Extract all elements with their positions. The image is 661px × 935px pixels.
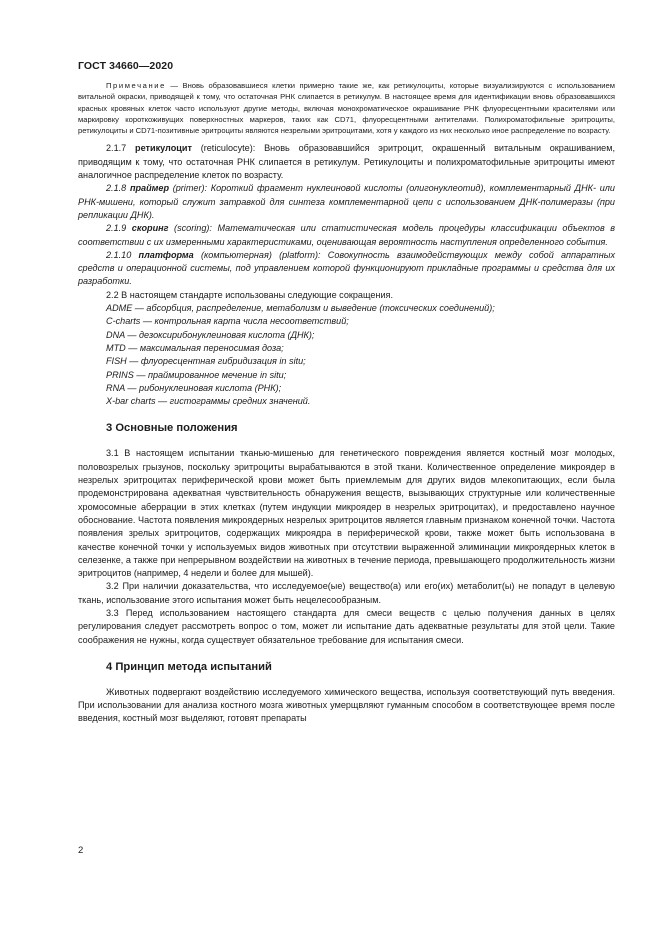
note-label: Примечание — [106, 81, 166, 90]
abbreviation-item: PRINS — праймированное мечение in situ; — [106, 369, 287, 380]
note-text: — Вновь образовавшиеся клетки примерно такие же, как ретикулоциты, которые визуализируются с использованием витальной окраски, приводящей к тому, что остаточная РНК слипается в ретикулум. В настоящее время для идентификации вновь образовавшихся красных кровяных клеток часто используют другие методы, включая монохроматическое окрашивание РНК флуоресцентными красителями или маркировку короткоживущих поверхностных маркеров, таких как CD71, флуоресцентными антителами. Полихроматофильные эритроциты, ретикулоциты и CD71-позитивные эритроциты являются незрелыми эритроцитами, хотя у каждого из них несколько иное распределение по возрасту. — [78, 81, 615, 136]
section-4-paragraph: Животных подвергают воздействию исследуемого химического вещества, используя соответствующий путь введения. При использовании для анализа костного мозга животных умерщвляют гуманным способом в соответствующее время после введения, костный мозг выделяют, готовят препараты — [78, 686, 615, 724]
note-paragraph — [78, 80, 615, 136]
definition-text: Математическая или статистическая модель процедуры классификации объектов в соответствии с их измеренными характеристиками, оценивающая вероятность наступления определенного события. — [78, 223, 615, 247]
definition-number: 2.1.9 — [106, 223, 127, 234]
definition-2-1-9 — [78, 222, 615, 249]
definition-number: 2.1.7 — [106, 143, 127, 154]
section-4-heading: 4 Принцип метода испытаний — [106, 660, 272, 673]
section-3-heading: 3 Основные положения — [106, 422, 238, 435]
definition-2-1-7 — [78, 142, 615, 182]
definition-number: 2.1.8 — [106, 183, 127, 194]
definition-term: ретикулоцит — [135, 143, 192, 154]
abbreviation-item: MTD — максимальная переносимая доза; — [106, 342, 284, 353]
definition-foreign-term: (scoring): — [168, 223, 212, 234]
abbreviation-item: ADME — абсорбция, распределение, метаболизм и выведение (токсических соединений); — [106, 303, 495, 314]
definition-term: праймер — [129, 183, 169, 194]
definition-text: Совокупность взаимодействующих между собой аппаратных средств и операционной системы, под управлением которой функционируют прикладные программы и средства для их разработки. — [78, 249, 615, 287]
abbreviation-item: DNA — дезоксирибонуклеиновая кислота (ДНК); — [106, 329, 315, 340]
definition-term: платформа — [138, 249, 194, 260]
section-3-paragraph: 3.2 При наличии доказательства, что исследуемое(ые) вещество(а) или его(их) метаболит(ы) не попадут в целевую ткань, использование этого испытания может быть нецелесообразным. — [78, 581, 615, 605]
abbreviations-intro: 2.2 В настоящем стандарте использованы следующие сокращения. — [106, 289, 393, 300]
definition-2-1-8 — [78, 182, 615, 222]
definition-foreign-term: (reticulocyte): — [191, 143, 256, 154]
definition-foreign-term: (primer): — [169, 183, 208, 194]
abbreviation-item: RNA — рибонуклеиновая кислота (РНК); — [106, 382, 282, 393]
definition-2-1-10 — [78, 249, 615, 289]
document-code: ГОСТ 34660—2020 — [78, 60, 174, 72]
abbreviation-item: X-bar charts — гистограммы средних значений. — [106, 396, 311, 407]
definition-number: 2.1.10 — [106, 249, 132, 260]
page-body — [78, 80, 615, 726]
page-number: 2 — [78, 845, 84, 856]
definition-term: скоринг — [131, 223, 169, 234]
definition-foreign-term: (компьютерная) (platform): — [193, 249, 321, 260]
abbreviation-item: FISH — флуоресцентная гибридизация in situ; — [106, 356, 306, 367]
definition-text: Короткий фрагмент нуклеиновой кислоты (олигонуклеотид), комплементарный ДНК- или РНК-мишени, который служит затравкой для синтеза комплементарной цепи с использованием ДНК-полимеразы (при репликации ДНК). — [78, 183, 615, 220]
section-3-paragraph: 3.1 В настоящем испытании тканью-мишенью для генетического повреждения является костный мозг молодых, половозрелых грызунов, поскольку эритроциты вырабатываются в этой ткани. Количественное определение микроядер в незрелых эритроцитах периферической крови может быть приемлемым для других видов млекопитающих, если была продемонстрирована адекватная чувствительность обнаружения веществ, вызывающих структурные или количественные хромосомные аберрации в этих клетках (путем индукции микроядер в незрелых эритроцитах), и предоставлено научное обоснование. Частота появления микроядерных незрелых эритроцитов является главным признаком конечной точки. Частота появления зрелых эритроцитов, содержащих микроядра в периферической крови, также может быть использована в качестве конечной точки у используемых видов животных при отсутствии выраженной элиминации микроядерных клеток в селезенке, а также при непрерывном воздействии на животных в течение периода, превышающего продолжительность жизни эритроцитов (например, 4 недели и более для мышей). — [78, 448, 615, 579]
section-3-paragraph: 3.3 Перед использованием настоящего стандарта для смеси веществ с целью получения данных в целях регулирования следует рассмотреть вопрос о том, может ли испытание дать адекватные результаты для этой цели. Такие соображения не нужны, когда существует обязательное требование для испытания смеси. — [78, 607, 615, 645]
definition-text: Вновь образовавшийся эритроцит, окрашенный витальным окрашиванием, приводящим к тому, что остаточная РНК слипается в ретикулум. Ретикулоциты и полихроматофильные эритроциты имеют аналогичное распределение клеток по возрасту. — [78, 143, 615, 181]
abbreviation-item: C-charts — контрольная карта числа несоответствий; — [106, 316, 349, 327]
